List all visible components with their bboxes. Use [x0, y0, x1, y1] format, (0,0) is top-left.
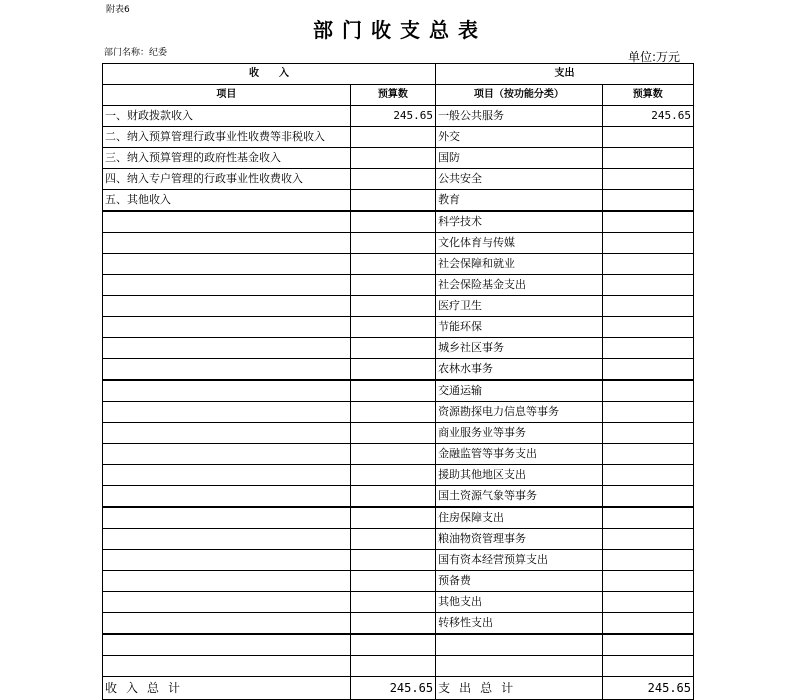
expense-item-cell: 资源勘探电力信息等事务: [436, 402, 603, 423]
income-group-header: 收 入: [103, 64, 436, 85]
table-row: [103, 233, 694, 254]
expense-item-cell: [436, 634, 603, 656]
income-item-cell: [103, 592, 351, 613]
income-value-cell: [350, 550, 435, 571]
expense-item-cell: 转移性支出: [436, 613, 603, 635]
table-row: [103, 190, 694, 212]
expense-total-value: 245.65: [602, 677, 693, 700]
income-value-cell: 245.65: [350, 106, 435, 127]
income-item-cell: [103, 254, 351, 275]
table-row: [103, 211, 694, 233]
income-total-value: 245.65: [350, 677, 435, 700]
income-value-cell: [350, 656, 435, 677]
income-value-cell: [350, 634, 435, 656]
expense-item-cell: 节能环保: [436, 317, 603, 338]
expense-item-cell: 外交: [436, 127, 603, 148]
income-value-cell: [350, 613, 435, 635]
income-value-cell: [350, 338, 435, 359]
expense-item-cell: 其他支出: [436, 592, 603, 613]
income-value-cell: [350, 592, 435, 613]
table-row: [103, 529, 694, 550]
table-row: [103, 127, 694, 148]
table-row: [103, 254, 694, 275]
income-item-cell: [103, 359, 351, 381]
income-item-cell: [103, 317, 351, 338]
income-value-cell: [350, 444, 435, 465]
table-row: [103, 275, 694, 296]
income-value-cell: [350, 211, 435, 233]
expense-value-cell: [602, 211, 693, 233]
income-item-cell: 四、纳入专户管理的行政事业性收费收入: [103, 169, 351, 190]
expense-value-cell: [602, 402, 693, 423]
table-row: [103, 486, 694, 508]
expense-value-cell: [602, 592, 693, 613]
expense-value-cell: [602, 423, 693, 444]
expense-value-cell: [602, 444, 693, 465]
table-row: [103, 338, 694, 359]
income-budget-header: 预算数: [350, 85, 435, 106]
income-value-cell: [350, 233, 435, 254]
table-row: [103, 444, 694, 465]
table-row: [103, 402, 694, 423]
income-item-cell: [103, 656, 351, 677]
table-row: [103, 169, 694, 190]
income-value-cell: [350, 296, 435, 317]
income-item-cell: [103, 634, 351, 656]
expense-item-cell: 国防: [436, 148, 603, 169]
expense-item-cell: [436, 656, 603, 677]
income-value-cell: [350, 402, 435, 423]
expense-item-cell: 医疗卫生: [436, 296, 603, 317]
expense-value-cell: [602, 190, 693, 212]
income-value-cell: [350, 465, 435, 486]
income-value-cell: [350, 529, 435, 550]
income-value-cell: [350, 359, 435, 381]
total-row: [103, 677, 694, 700]
expense-value-cell: [602, 380, 693, 402]
income-item-cell: [103, 423, 351, 444]
expense-value-cell: [602, 571, 693, 592]
expense-item-cell: 公共安全: [436, 169, 603, 190]
expense-item-cell: 金融监管等事务支出: [436, 444, 603, 465]
income-value-cell: [350, 254, 435, 275]
income-item-cell: [103, 233, 351, 254]
expense-value-cell: [602, 275, 693, 296]
income-item-cell: [103, 613, 351, 635]
income-item-header: 项目: [103, 85, 351, 106]
expense-item-cell: 社会保障和就业: [436, 254, 603, 275]
expense-item-cell: 交通运输: [436, 380, 603, 402]
income-item-cell: [103, 444, 351, 465]
expense-total-label: 支出总计: [436, 677, 603, 700]
table-row: [103, 296, 694, 317]
table-row: [103, 359, 694, 381]
expense-item-cell: 一般公共服务: [436, 106, 603, 127]
income-item-cell: [103, 402, 351, 423]
expense-value-cell: [602, 529, 693, 550]
column-header-row: [103, 85, 694, 106]
table-row: [103, 423, 694, 444]
expense-value-cell: 245.65: [602, 106, 693, 127]
expense-value-cell: [602, 613, 693, 635]
expense-item-cell: 国土资源气象等事务: [436, 486, 603, 508]
unit-label: 单位:万元: [628, 50, 681, 64]
income-value-cell: [350, 127, 435, 148]
expense-value-cell: [602, 634, 693, 656]
income-item-cell: [103, 211, 351, 233]
expense-value-cell: [602, 507, 693, 529]
expense-value-cell: [602, 127, 693, 148]
expense-value-cell: [602, 296, 693, 317]
expense-value-cell: [602, 233, 693, 254]
expense-value-cell: [602, 338, 693, 359]
expense-item-cell: 城乡社区事务: [436, 338, 603, 359]
attachment-label: 附表6: [106, 5, 130, 15]
table-row: [103, 465, 694, 486]
department-name: 部门名称：纪委: [104, 48, 168, 58]
expense-item-cell: 社会保险基金支出: [436, 275, 603, 296]
income-item-cell: [103, 380, 351, 402]
income-value-cell: [350, 169, 435, 190]
budget-summary-table: [102, 63, 694, 700]
income-value-cell: [350, 423, 435, 444]
income-item-cell: [103, 296, 351, 317]
income-value-cell: [350, 380, 435, 402]
expense-item-cell: 农林水事务: [436, 359, 603, 381]
income-item-cell: [103, 338, 351, 359]
income-item-cell: [103, 465, 351, 486]
income-value-cell: [350, 148, 435, 169]
table-row: [103, 634, 694, 656]
expense-item-cell: 文化体育与传媒: [436, 233, 603, 254]
income-value-cell: [350, 571, 435, 592]
expense-value-cell: [602, 148, 693, 169]
income-value-cell: [350, 486, 435, 508]
expense-group-header: 支出: [436, 64, 694, 85]
expense-item-cell: 预备费: [436, 571, 603, 592]
expense-budget-header: 预算数: [602, 85, 693, 106]
expense-value-cell: [602, 169, 693, 190]
income-value-cell: [350, 275, 435, 296]
table-row: [103, 317, 694, 338]
table-row: [103, 571, 694, 592]
page-title: 部门收支总表: [313, 18, 487, 42]
expense-item-cell: 国有资本经营预算支出: [436, 550, 603, 571]
expense-value-cell: [602, 656, 693, 677]
expense-item-cell: 住房保障支出: [436, 507, 603, 529]
table-row: [103, 613, 694, 635]
expense-item-cell: 粮油物资管理事务: [436, 529, 603, 550]
income-item-cell: 三、纳入预算管理的政府性基金收入: [103, 148, 351, 169]
expense-value-cell: [602, 550, 693, 571]
income-item-cell: [103, 486, 351, 508]
table-row: [103, 507, 694, 529]
expense-item-cell: 商业服务业等事务: [436, 423, 603, 444]
group-header-row: [103, 64, 694, 85]
income-value-cell: [350, 317, 435, 338]
income-item-cell: [103, 275, 351, 296]
expense-value-cell: [602, 359, 693, 381]
income-value-cell: [350, 190, 435, 212]
table-row: [103, 106, 694, 127]
income-item-cell: 五、其他收入: [103, 190, 351, 212]
table-row: [103, 380, 694, 402]
expense-value-cell: [602, 465, 693, 486]
table-row: [103, 550, 694, 571]
expense-value-cell: [602, 486, 693, 508]
table-row: [103, 148, 694, 169]
income-item-cell: [103, 550, 351, 571]
expense-item-header: 项目（按功能分类）: [436, 85, 603, 106]
income-item-cell: [103, 529, 351, 550]
expense-value-cell: [602, 317, 693, 338]
expense-item-cell: 科学技术: [436, 211, 603, 233]
expense-item-cell: 援助其他地区支出: [436, 465, 603, 486]
expense-value-cell: [602, 254, 693, 275]
expense-item-cell: 教育: [436, 190, 603, 212]
income-item-cell: [103, 507, 351, 529]
income-value-cell: [350, 507, 435, 529]
table-row: [103, 656, 694, 677]
income-item-cell: 一、财政拨款收入: [103, 106, 351, 127]
income-item-cell: [103, 571, 351, 592]
table-row: [103, 592, 694, 613]
income-total-label: 收入总计: [103, 677, 351, 700]
income-item-cell: 二、纳入预算管理行政事业性收费等非税收入: [103, 127, 351, 148]
